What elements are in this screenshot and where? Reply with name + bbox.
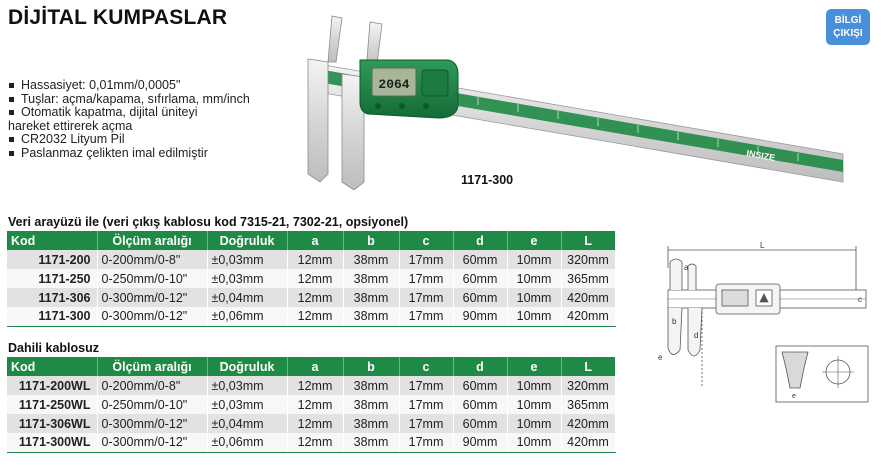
cell-code: 1171-250WL (7, 395, 97, 414)
cell-c: 17mm (399, 395, 453, 414)
cell-a: 12mm (287, 376, 343, 395)
cell-accuracy: ±0,03mm (207, 269, 287, 288)
cell-code: 1171-306 (7, 288, 97, 307)
cell-c: 17mm (399, 269, 453, 288)
cell-a: 12mm (287, 269, 343, 288)
cell-range: 0-300mm/0-12" (97, 414, 207, 433)
badge-line-2: ÇIKIŞI (833, 28, 863, 39)
dim-label-d: d (694, 331, 699, 340)
feature-text: CR2032 Lityum Pil (21, 132, 125, 146)
badge-line-1: BİLGİ (834, 15, 862, 26)
cell-a: 12mm (287, 414, 343, 433)
feature-item (8, 106, 308, 120)
spec-table-wireless (7, 357, 616, 453)
col-header-L: L (561, 231, 615, 250)
cell-d: 60mm (453, 376, 507, 395)
col-header-range: Ölçüm aralığı (97, 231, 207, 250)
fixed-jaw (308, 16, 342, 182)
brand-logo: INSIZE (745, 148, 776, 163)
cell-a: 12mm (287, 395, 343, 414)
cell-a: 12mm (287, 288, 343, 307)
cell-c: 17mm (399, 288, 453, 307)
cell-e: 10mm (507, 376, 561, 395)
cell-range: 0-200mm/0-8" (97, 250, 207, 269)
page-title: DİJİTAL KUMPASLAR (8, 6, 228, 29)
cell-e: 10mm (507, 433, 561, 452)
table-row (7, 376, 615, 395)
cell-accuracy: ±0,06mm (207, 307, 287, 326)
col-header-accuracy: Doğruluk (207, 231, 287, 250)
bullet-icon (9, 110, 14, 115)
cell-accuracy: ±0,04mm (207, 414, 287, 433)
table2-title: Dahili kablosuz (8, 341, 99, 355)
cell-b: 38mm (343, 433, 399, 452)
col-header-code: Kod (7, 357, 97, 376)
table-row (7, 269, 615, 288)
cell-L: 365mm (561, 395, 615, 414)
dim-label-e-detail: e (792, 393, 796, 400)
cell-d: 60mm (453, 288, 507, 307)
cell-range: 0-300mm/0-12" (97, 307, 207, 326)
col-header-d: d (453, 357, 507, 376)
table-header-row (7, 231, 615, 250)
cell-d: 90mm (453, 433, 507, 452)
col-header-e: e (507, 231, 561, 250)
cell-c: 17mm (399, 307, 453, 326)
col-header-a: a (287, 357, 343, 376)
feature-text: Otomatik kapatma, dijital üniteyi (21, 105, 198, 119)
cell-code: 1171-300 (7, 307, 97, 326)
cell-e: 10mm (507, 288, 561, 307)
table-row (7, 433, 615, 452)
table1-title: Veri arayüzü ile (veri çıkış kablosu kod 7315-21, 7302-21, opsiyonel) (8, 215, 409, 229)
col-header-a: a (287, 231, 343, 250)
cell-L: 365mm (561, 269, 615, 288)
feature-item (8, 133, 308, 147)
cell-range: 0-300mm/0-12" (97, 288, 207, 307)
cell-b: 38mm (343, 269, 399, 288)
cross-section-detail (776, 346, 868, 402)
dimension-drawing (656, 238, 874, 406)
col-header-e: e (507, 357, 561, 376)
table-row (7, 307, 615, 326)
cell-d: 90mm (453, 307, 507, 326)
cell-b: 38mm (343, 376, 399, 395)
feature-item-continuation (8, 120, 308, 134)
cell-accuracy: ±0,03mm (207, 250, 287, 269)
table-row (7, 288, 615, 307)
bullet-icon (9, 151, 14, 156)
cell-e: 10mm (507, 269, 561, 288)
dim-label-L: L (760, 241, 765, 250)
cell-e: 10mm (507, 307, 561, 326)
dim-label-a: a (684, 263, 689, 272)
cell-range: 0-300mm/0-12" (97, 433, 207, 452)
bullet-icon (9, 137, 14, 142)
col-header-range: Ölçüm aralığı (97, 357, 207, 376)
bullet-icon (9, 83, 14, 88)
spec-table-data-interface (7, 231, 616, 327)
cell-L: 420mm (561, 288, 615, 307)
cell-a: 12mm (287, 307, 343, 326)
cell-c: 17mm (399, 414, 453, 433)
cell-accuracy: ±0,06mm (207, 433, 287, 452)
col-header-b: b (343, 231, 399, 250)
col-header-d: d (453, 231, 507, 250)
cell-code: 1171-200 (7, 250, 97, 269)
col-header-code: Kod (7, 231, 97, 250)
bullet-icon (9, 97, 14, 102)
cell-b: 38mm (343, 307, 399, 326)
cell-d: 60mm (453, 269, 507, 288)
cell-d: 60mm (453, 414, 507, 433)
col-header-c: c (399, 357, 453, 376)
feature-item (8, 147, 308, 161)
feature-item (8, 93, 308, 107)
cell-code: 1171-200WL (7, 376, 97, 395)
cell-a: 12mm (287, 250, 343, 269)
cell-L: 420mm (561, 414, 615, 433)
table-row (7, 250, 615, 269)
cell-range: 0-250mm/0-10" (97, 269, 207, 288)
table-header-row (7, 357, 615, 376)
cell-e: 10mm (507, 250, 561, 269)
cell-b: 38mm (343, 288, 399, 307)
feature-list (8, 79, 308, 160)
col-header-L: L (561, 357, 615, 376)
cell-L: 420mm (561, 307, 615, 326)
digital-display-unit (360, 60, 458, 118)
cell-accuracy: ±0,03mm (207, 395, 287, 414)
product-model-label: 1171-300 (461, 173, 514, 187)
feature-text: Hassasiyet: 0,01mm/0,0005" (21, 78, 181, 92)
cell-e: 10mm (507, 395, 561, 414)
cell-code: 1171-300WL (7, 433, 97, 452)
cell-accuracy: ±0,04mm (207, 288, 287, 307)
feature-text: hareket ettirerek açma (8, 118, 133, 133)
cell-code: 1171-250 (7, 269, 97, 288)
cell-d: 60mm (453, 395, 507, 414)
table-row (7, 414, 615, 433)
caliper-product-image (298, 14, 844, 190)
cell-a: 12mm (287, 433, 343, 452)
cell-accuracy: ±0,03mm (207, 376, 287, 395)
col-header-accuracy: Doğruluk (207, 357, 287, 376)
col-header-c: c (399, 231, 453, 250)
cell-range: 0-250mm/0-10" (97, 395, 207, 414)
cell-d: 60mm (453, 250, 507, 269)
dim-label-e: e (658, 353, 663, 362)
cell-L: 320mm (561, 376, 615, 395)
cell-L: 320mm (561, 250, 615, 269)
cell-e: 10mm (507, 414, 561, 433)
cell-range: 0-200mm/0-8" (97, 376, 207, 395)
display-reading: 2064 (378, 77, 410, 92)
cell-c: 17mm (399, 376, 453, 395)
cell-b: 38mm (343, 414, 399, 433)
feature-text: Paslanmaz çelikten imal edilmiştir (21, 145, 208, 160)
col-header-b: b (343, 357, 399, 376)
feature-text: Tuşlar: açma/kapama, sıfırlama, mm/inch (21, 91, 250, 106)
cell-b: 38mm (343, 395, 399, 414)
table-row (7, 395, 615, 414)
cell-b: 38mm (343, 250, 399, 269)
cell-c: 17mm (399, 250, 453, 269)
cell-code: 1171-306WL (7, 414, 97, 433)
dim-label-c: c (858, 295, 862, 304)
dim-label-b: b (672, 317, 677, 326)
cell-c: 17mm (399, 433, 453, 452)
feature-item (8, 79, 308, 93)
cell-L: 420mm (561, 433, 615, 452)
